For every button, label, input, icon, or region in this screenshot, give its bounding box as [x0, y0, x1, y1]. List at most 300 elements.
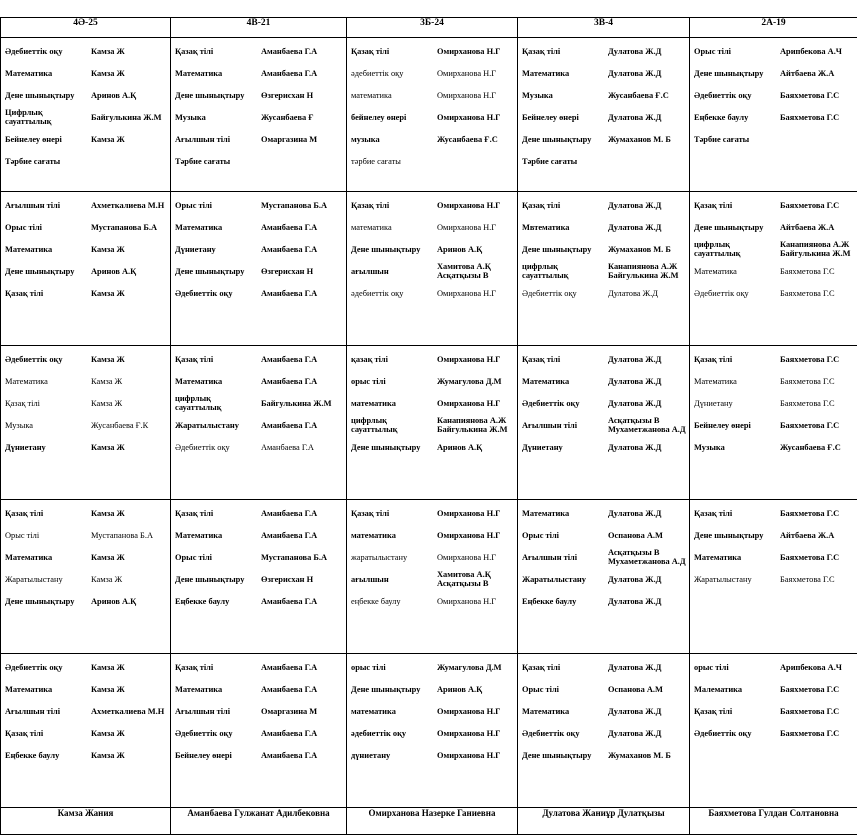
subject-name: Әдебиеттік оқу	[522, 398, 580, 408]
subject-name: Дүниетану	[5, 442, 46, 452]
lesson-row	[171, 348, 346, 370]
teacher-short: Аманбаева Г.А	[261, 244, 318, 254]
class-header: 3Б-24	[347, 18, 518, 38]
teacher-short: Аринов А.Қ	[437, 442, 483, 452]
lesson-row	[171, 502, 346, 524]
lesson-row	[347, 436, 517, 458]
lesson-row	[347, 656, 517, 678]
subject-name: Дене шынықтыру	[351, 244, 421, 254]
day-cell	[518, 346, 690, 500]
teacher-short: Камза Ж	[91, 442, 125, 452]
teacher-short: Камза Ж	[91, 574, 123, 584]
subject-name: Жаратылыстану	[5, 574, 63, 584]
lesson-row	[171, 700, 346, 722]
day-cell	[1, 500, 171, 654]
teacher-short: Байгулькина Ж.М	[91, 112, 162, 122]
subject-name: Математика	[175, 376, 223, 386]
class-header: 3В-4	[518, 18, 690, 38]
teacher-short: Айтбаева Ж.А	[780, 68, 835, 78]
subject-name: Дене шынықтыру	[5, 266, 75, 276]
teacher-short: Баяхметова Г.С	[780, 420, 840, 430]
teacher-short: Баяхметова Г.С	[780, 354, 840, 364]
lesson-row	[171, 436, 346, 458]
teacher-short: Омирханова Н.Г	[437, 354, 501, 364]
lesson-row	[171, 546, 346, 568]
subject-name: Дүниетану	[175, 244, 216, 254]
lesson-row	[518, 656, 689, 678]
subject-name: Тәрбие сағаты	[522, 156, 578, 166]
subject-name: Бейнелеу өнері	[522, 112, 579, 122]
teacher-short: Жусанбаева Ғ	[261, 112, 314, 122]
lesson-row	[171, 744, 346, 766]
schedule-table	[0, 17, 857, 835]
subject-name: Жаратылыстану	[175, 420, 239, 430]
subject-name: Қазақ тілі	[5, 398, 40, 408]
teacher-short: Арипбекова А.Ч	[780, 46, 842, 56]
lesson-row	[518, 546, 689, 568]
teacher-short: Омирханова Н.Г	[437, 530, 501, 540]
teacher-short: Аринов А.Қ	[91, 596, 137, 606]
lesson-row	[1, 216, 170, 238]
teacher-short: Баяхметова Г.С	[780, 376, 835, 386]
teacher-short: Аманбаева Г.А	[261, 222, 318, 232]
teacher-short: Аманбаева Г.А	[261, 354, 318, 364]
subject-name: Дене шынықтыру	[175, 90, 245, 100]
lesson-row	[347, 502, 517, 524]
teacher-short: Омирханова Н.Г	[437, 552, 497, 562]
lesson-row	[171, 150, 346, 172]
teacher-short: Аманбаева Г.А	[261, 442, 314, 452]
subject-name: Еңбекке баулу	[5, 750, 60, 760]
lesson-row	[1, 128, 170, 150]
subject-name: Математика	[522, 508, 570, 518]
lesson-row	[347, 62, 517, 84]
lesson-row	[690, 282, 857, 304]
day-cell	[518, 500, 690, 654]
subject-name: математика	[351, 706, 396, 716]
subject-name: Математика	[5, 684, 53, 694]
subject-name: Ағылшын тілі	[522, 420, 578, 430]
teacher-short: Омирханова Н.Г	[437, 90, 497, 100]
teacher-short: Канапиянова А.Ж Байгулькина Ж.М	[608, 262, 679, 280]
subject-name: бейнелеу өнері	[351, 112, 407, 122]
subject-name: Еңбекке баулу	[694, 112, 749, 122]
lesson-row	[1, 194, 170, 216]
day-cell	[171, 38, 347, 192]
lesson-row	[690, 392, 857, 414]
lesson-row	[1, 502, 170, 524]
teacher-short: Дулатова Ж.Д	[608, 442, 662, 452]
teacher-short: Аманбаева Г.А	[261, 508, 318, 518]
teacher-short: Аманбаева Г.А	[261, 376, 318, 386]
subject-name: Математика	[694, 376, 737, 386]
teacher-short: Дулатова Ж.Д	[608, 508, 662, 518]
subject-name: Әдебиеттік оқу	[694, 728, 752, 738]
teacher-short: Омирханова Н.Г	[437, 596, 497, 606]
lesson-row	[690, 40, 857, 62]
lesson-row	[690, 722, 857, 744]
lesson-row	[518, 150, 689, 172]
subject-name: Бейнелеу өнері	[175, 750, 232, 760]
teacher-short: Дулатова Ж.Д	[608, 662, 662, 672]
teacher-short: Камза Ж	[91, 244, 125, 254]
subject-name: Әдебиеттік оқу	[175, 728, 233, 738]
subject-name: Әдебиеттік оқу	[5, 46, 63, 56]
teacher-short: Ахметкалиева М.Н	[91, 706, 165, 716]
subject-name: Ағылшын тілі	[522, 552, 578, 562]
teacher-short: Айтбаева Ж.А	[780, 530, 835, 540]
subject-name: Қазақ тілі	[351, 200, 390, 210]
lesson-row	[518, 238, 689, 260]
lesson-row	[171, 524, 346, 546]
subject-name: Тәрбие сағаты	[5, 156, 61, 166]
lesson-row	[1, 568, 170, 590]
teacher-short: Дулатова Ж.Д	[608, 596, 662, 606]
subject-name: Қазақ тілі	[175, 508, 214, 518]
teacher-short: Баяхметова Г.С	[780, 200, 840, 210]
teacher-short: Хамитова А.Қ Асқатқызы В	[437, 570, 491, 588]
subject-name: Дүниетану	[522, 442, 563, 452]
teacher-short: Камза Ж	[91, 662, 125, 672]
lesson-row	[1, 392, 170, 414]
teacher-short: Мустапанова Б.А	[261, 200, 328, 210]
lesson-row	[1, 722, 170, 744]
subject-name: Орыс тілі	[522, 530, 559, 540]
teacher-short: Камза Ж	[91, 46, 125, 56]
lesson-row	[690, 194, 857, 216]
subject-name: Дене шынықтыру	[522, 134, 592, 144]
subject-name: Дүниетану	[694, 398, 733, 408]
teacher-short: Дулатова Ж.Д	[608, 288, 658, 298]
day-cell	[690, 38, 857, 192]
lesson-row	[171, 106, 346, 128]
subject-name: Математика	[522, 68, 570, 78]
lesson-row	[171, 392, 346, 414]
subject-name: математика	[351, 222, 392, 232]
subject-name: Математика	[175, 684, 223, 694]
teacher-short: Мустапанова Б.А	[91, 530, 153, 540]
day-cell	[690, 500, 857, 654]
lesson-row	[347, 40, 517, 62]
teacher-short: Аринов А.Қ	[91, 90, 137, 100]
subject-name: математика	[351, 90, 392, 100]
subject-name: Қазақ тілі	[351, 508, 390, 518]
lesson-row	[347, 392, 517, 414]
lesson-row	[690, 502, 857, 524]
lesson-row	[171, 656, 346, 678]
teacher-short: Арипбекова А.Ч	[780, 662, 842, 672]
teacher-short: Айтбаева Ж.А	[780, 222, 835, 232]
lesson-row	[690, 524, 857, 546]
day-row	[1, 654, 857, 808]
lesson-row	[518, 128, 689, 150]
subject-name: Қазақ тілі	[694, 200, 733, 210]
subject-name: Әдебиеттік оқу	[694, 288, 749, 298]
teacher-short: Камза Ж	[91, 376, 123, 386]
subject-name: әдебиеттік оқу	[351, 288, 404, 298]
subject-name: Орыс тілі	[5, 222, 42, 232]
subject-name: Дене шынықтыру	[694, 68, 764, 78]
subject-name: Цифрлық сауаттылық	[5, 108, 52, 126]
lesson-row	[347, 348, 517, 370]
lesson-row	[347, 568, 517, 590]
subject-name: Қазақ тілі	[175, 46, 214, 56]
teacher-short: Дулатова Ж.Д	[608, 728, 662, 738]
teacher-short: Жумаханов М. Б	[608, 244, 671, 254]
subject-name: Қазақ тілі	[522, 46, 561, 56]
subject-name: Ағылшын тілі	[5, 706, 61, 716]
teacher-short: Асқатқызы В Мухаметжанова А.Д	[608, 416, 686, 434]
subject-name: Бейнелеу өнері	[694, 420, 751, 430]
subject-name: Орыс тілі	[175, 552, 212, 562]
teacher-short: Өзгерисхан Н	[261, 574, 314, 584]
teacher-short: Аманбаева Г.А	[261, 420, 318, 430]
lesson-row	[347, 722, 517, 744]
lesson-row	[518, 436, 689, 458]
teacher-short: Баяхметова Г.С	[780, 684, 840, 694]
subject-name: Жаратылыстану	[694, 574, 752, 584]
teacher-short: Баяхметова Г.С	[780, 266, 835, 276]
teacher-short: Аманбаева Г.А	[261, 662, 318, 672]
day-cell	[690, 654, 857, 808]
teacher-short: Камза Ж	[91, 68, 125, 78]
teacher-short: Ахметкалиева М.Н	[91, 200, 165, 210]
day-cell	[1, 192, 171, 346]
teacher-short: Аманбаева Г.А	[261, 684, 318, 694]
subject-name: Әдебиеттік оқу	[175, 442, 230, 452]
teacher-short: Дулатова Ж.Д	[608, 200, 662, 210]
subject-name: Еңбекке баулу	[175, 596, 230, 606]
subject-name: Мвтематика	[522, 222, 570, 232]
subject-name: ағылшын	[351, 574, 389, 584]
lesson-row	[690, 436, 857, 458]
subject-name: Математика	[175, 68, 223, 78]
lesson-row	[690, 216, 857, 238]
teacher-short: Омирханова Н.Г	[437, 68, 497, 78]
subject-name: қазақ тілі	[351, 354, 388, 364]
teacher-name: Аманбаева Гулжанат Адилбековна	[171, 808, 347, 835]
subject-name: Дене шынықтыру	[694, 222, 764, 232]
subject-name: Жаратылыстану	[522, 574, 586, 584]
lesson-row	[518, 744, 689, 766]
subject-name: еңбекке баулу	[351, 596, 401, 606]
teacher-short: Камза Ж	[91, 728, 125, 738]
lesson-row	[518, 194, 689, 216]
teacher-short: Камза Ж	[91, 134, 125, 144]
subject-name: Әдебиеттік оқу	[522, 288, 577, 298]
class-header: 4В-21	[171, 18, 347, 38]
teacher-short: Баяхметова Г.С	[780, 706, 840, 716]
teacher-short: Аманбаева Г.А	[261, 728, 318, 738]
lesson-row	[1, 348, 170, 370]
lesson-row	[171, 568, 346, 590]
subject-name: Тәрбие сағаты	[175, 156, 231, 166]
subject-name: Орыс тілі	[694, 46, 731, 56]
class-header: 4Ә-25	[1, 18, 171, 38]
subject-name: Орыс тілі	[522, 684, 559, 694]
day-cell	[171, 654, 347, 808]
teacher-short: Омирханова Н.Г	[437, 706, 501, 716]
teacher-short: Баяхметова Г.С	[780, 728, 840, 738]
subject-name: Қазақ тілі	[694, 508, 733, 518]
day-row	[1, 500, 857, 654]
day-cell	[1, 654, 171, 808]
teacher-short: Жусанбаева Ғ.С	[437, 134, 498, 144]
lesson-row	[347, 106, 517, 128]
subject-name: Математика	[694, 266, 737, 276]
subject-name: Әдебиеттік оқу	[522, 728, 580, 738]
lesson-row	[518, 590, 689, 612]
teacher-short: Дулатова Ж.Д	[608, 398, 662, 408]
subject-name: Математика	[694, 552, 742, 562]
lesson-row	[518, 40, 689, 62]
lesson-row	[690, 656, 857, 678]
lesson-row	[171, 216, 346, 238]
teacher-short: Мустапанова Б.А	[261, 552, 328, 562]
teacher-short: Камза Ж	[91, 508, 125, 518]
lesson-row	[347, 216, 517, 238]
lesson-row	[690, 106, 857, 128]
subject-name: жаратылыстану	[351, 552, 408, 562]
subject-name: Математика	[5, 68, 53, 78]
subject-name: Ағылшын тілі	[175, 706, 231, 716]
lesson-row	[347, 414, 517, 436]
teacher-short: Оспанова А.М	[608, 684, 663, 694]
teacher-short: Дулатова Ж.Д	[608, 68, 662, 78]
lesson-row	[171, 40, 346, 62]
lesson-row	[690, 700, 857, 722]
teacher-short: Аманбаева Г.А	[261, 596, 318, 606]
day-cell	[347, 192, 518, 346]
teacher-short: Мустапанова Б.А	[91, 222, 158, 232]
teacher-short: Жумагулова Д.М	[437, 662, 502, 672]
lesson-row	[518, 106, 689, 128]
teacher-short: Жумагулова Д.М	[437, 376, 502, 386]
teacher-row	[1, 808, 857, 835]
subject-name: Ағылшын тілі	[175, 134, 231, 144]
day-cell	[171, 500, 347, 654]
day-cell	[347, 654, 518, 808]
subject-name: Әдебиеттік оқу	[694, 90, 752, 100]
teacher-short: Омирханова Н.Г	[437, 46, 501, 56]
teacher-short: Омирханова Н.Г	[437, 750, 501, 760]
lesson-row	[690, 414, 857, 436]
lesson-row	[518, 62, 689, 84]
teacher-short: Оспанова А.М	[608, 530, 663, 540]
subject-name: тәрбие сағаты	[351, 156, 401, 166]
teacher-short: Камза Ж	[91, 398, 123, 408]
lesson-row	[1, 62, 170, 84]
subject-name: әдебиеттік оқу	[351, 728, 407, 738]
subject-name: Музыка	[522, 90, 553, 100]
teacher-short: Баяхметова Г.С	[780, 288, 835, 298]
lesson-row	[1, 700, 170, 722]
lesson-row	[690, 348, 857, 370]
teacher-short: Омирханова Н.Г	[437, 112, 501, 122]
class-header: 2А-19	[690, 18, 857, 38]
subject-name: Математика	[522, 376, 570, 386]
teacher-short: Баяхметова Г.С	[780, 112, 840, 122]
teacher-short: Жумаханов М. Б	[608, 134, 671, 144]
teacher-short: Дулатова Ж.Д	[608, 46, 662, 56]
subject-name: әдебиеттік оқу	[351, 68, 404, 78]
subject-name: Дене шынықтыру	[351, 442, 421, 452]
lesson-row	[1, 260, 170, 282]
teacher-short: Баяхметова Г.С	[780, 508, 840, 518]
subject-name: музыка	[351, 134, 380, 144]
lesson-row	[518, 568, 689, 590]
lesson-row	[171, 414, 346, 436]
lesson-row	[518, 678, 689, 700]
teacher-short: Камза Ж	[91, 750, 125, 760]
lesson-row	[171, 194, 346, 216]
teacher-short: Дулатова Ж.Д	[608, 354, 662, 364]
lesson-row	[518, 502, 689, 524]
lesson-row	[518, 260, 689, 282]
teacher-short: Камза Ж	[91, 354, 125, 364]
lesson-row	[1, 678, 170, 700]
subject-name: цифрлық сауаттылық	[175, 394, 222, 412]
lesson-row	[171, 128, 346, 150]
lesson-row	[690, 260, 857, 282]
lesson-row	[518, 370, 689, 392]
teacher-short: Дулатова Ж.Д	[608, 376, 662, 386]
day-cell	[1, 346, 171, 500]
day-cell	[1, 38, 171, 192]
lesson-row	[171, 84, 346, 106]
teacher-short: Аманбаева Г.А	[261, 750, 318, 760]
teacher-short: Жусанбаева Ғ.К	[91, 420, 149, 430]
lesson-row	[518, 700, 689, 722]
lesson-row	[347, 194, 517, 216]
teacher-short: Омирханова Н.Г	[437, 200, 501, 210]
subject-name: Математика	[5, 552, 53, 562]
teacher-short: Баяхметова Г.С	[780, 398, 835, 408]
day-cell	[518, 38, 690, 192]
teacher-short: Аманбаева Г.А	[261, 288, 318, 298]
teacher-short: Омаргазина М	[261, 134, 318, 144]
teacher-short: Дулатова Ж.Д	[608, 574, 662, 584]
lesson-row	[518, 392, 689, 414]
lesson-row	[347, 282, 517, 304]
lesson-row	[518, 84, 689, 106]
day-row	[1, 192, 857, 346]
day-row	[1, 346, 857, 500]
subject-name: Әдебиеттік оқу	[5, 354, 63, 364]
day-cell	[518, 192, 690, 346]
subject-name: Дене шынықтыру	[5, 596, 75, 606]
lesson-row	[171, 238, 346, 260]
subject-name: Малематика	[694, 684, 743, 694]
subject-name: Дене шынықтыру	[522, 244, 592, 254]
lesson-row	[518, 524, 689, 546]
subject-name: Дене шынықтыру	[175, 266, 245, 276]
teacher-short: Камза Ж	[91, 288, 125, 298]
lesson-row	[347, 260, 517, 282]
teacher-short: Аринов А.Қ	[437, 684, 483, 694]
subject-name: Қазақ тілі	[5, 728, 44, 738]
lesson-row	[518, 414, 689, 436]
teacher-short: Дулатова Ж.Д	[608, 706, 662, 716]
subject-name: Бейнелеу өнері	[5, 134, 62, 144]
teacher-short: Камза Ж	[91, 552, 125, 562]
subject-name: орыс тілі	[351, 662, 386, 672]
subject-name: Қазақ тілі	[175, 662, 214, 672]
lesson-row	[347, 128, 517, 150]
lesson-row	[347, 150, 517, 172]
teacher-short: Омирханова Н.Г	[437, 398, 501, 408]
day-cell	[347, 38, 518, 192]
